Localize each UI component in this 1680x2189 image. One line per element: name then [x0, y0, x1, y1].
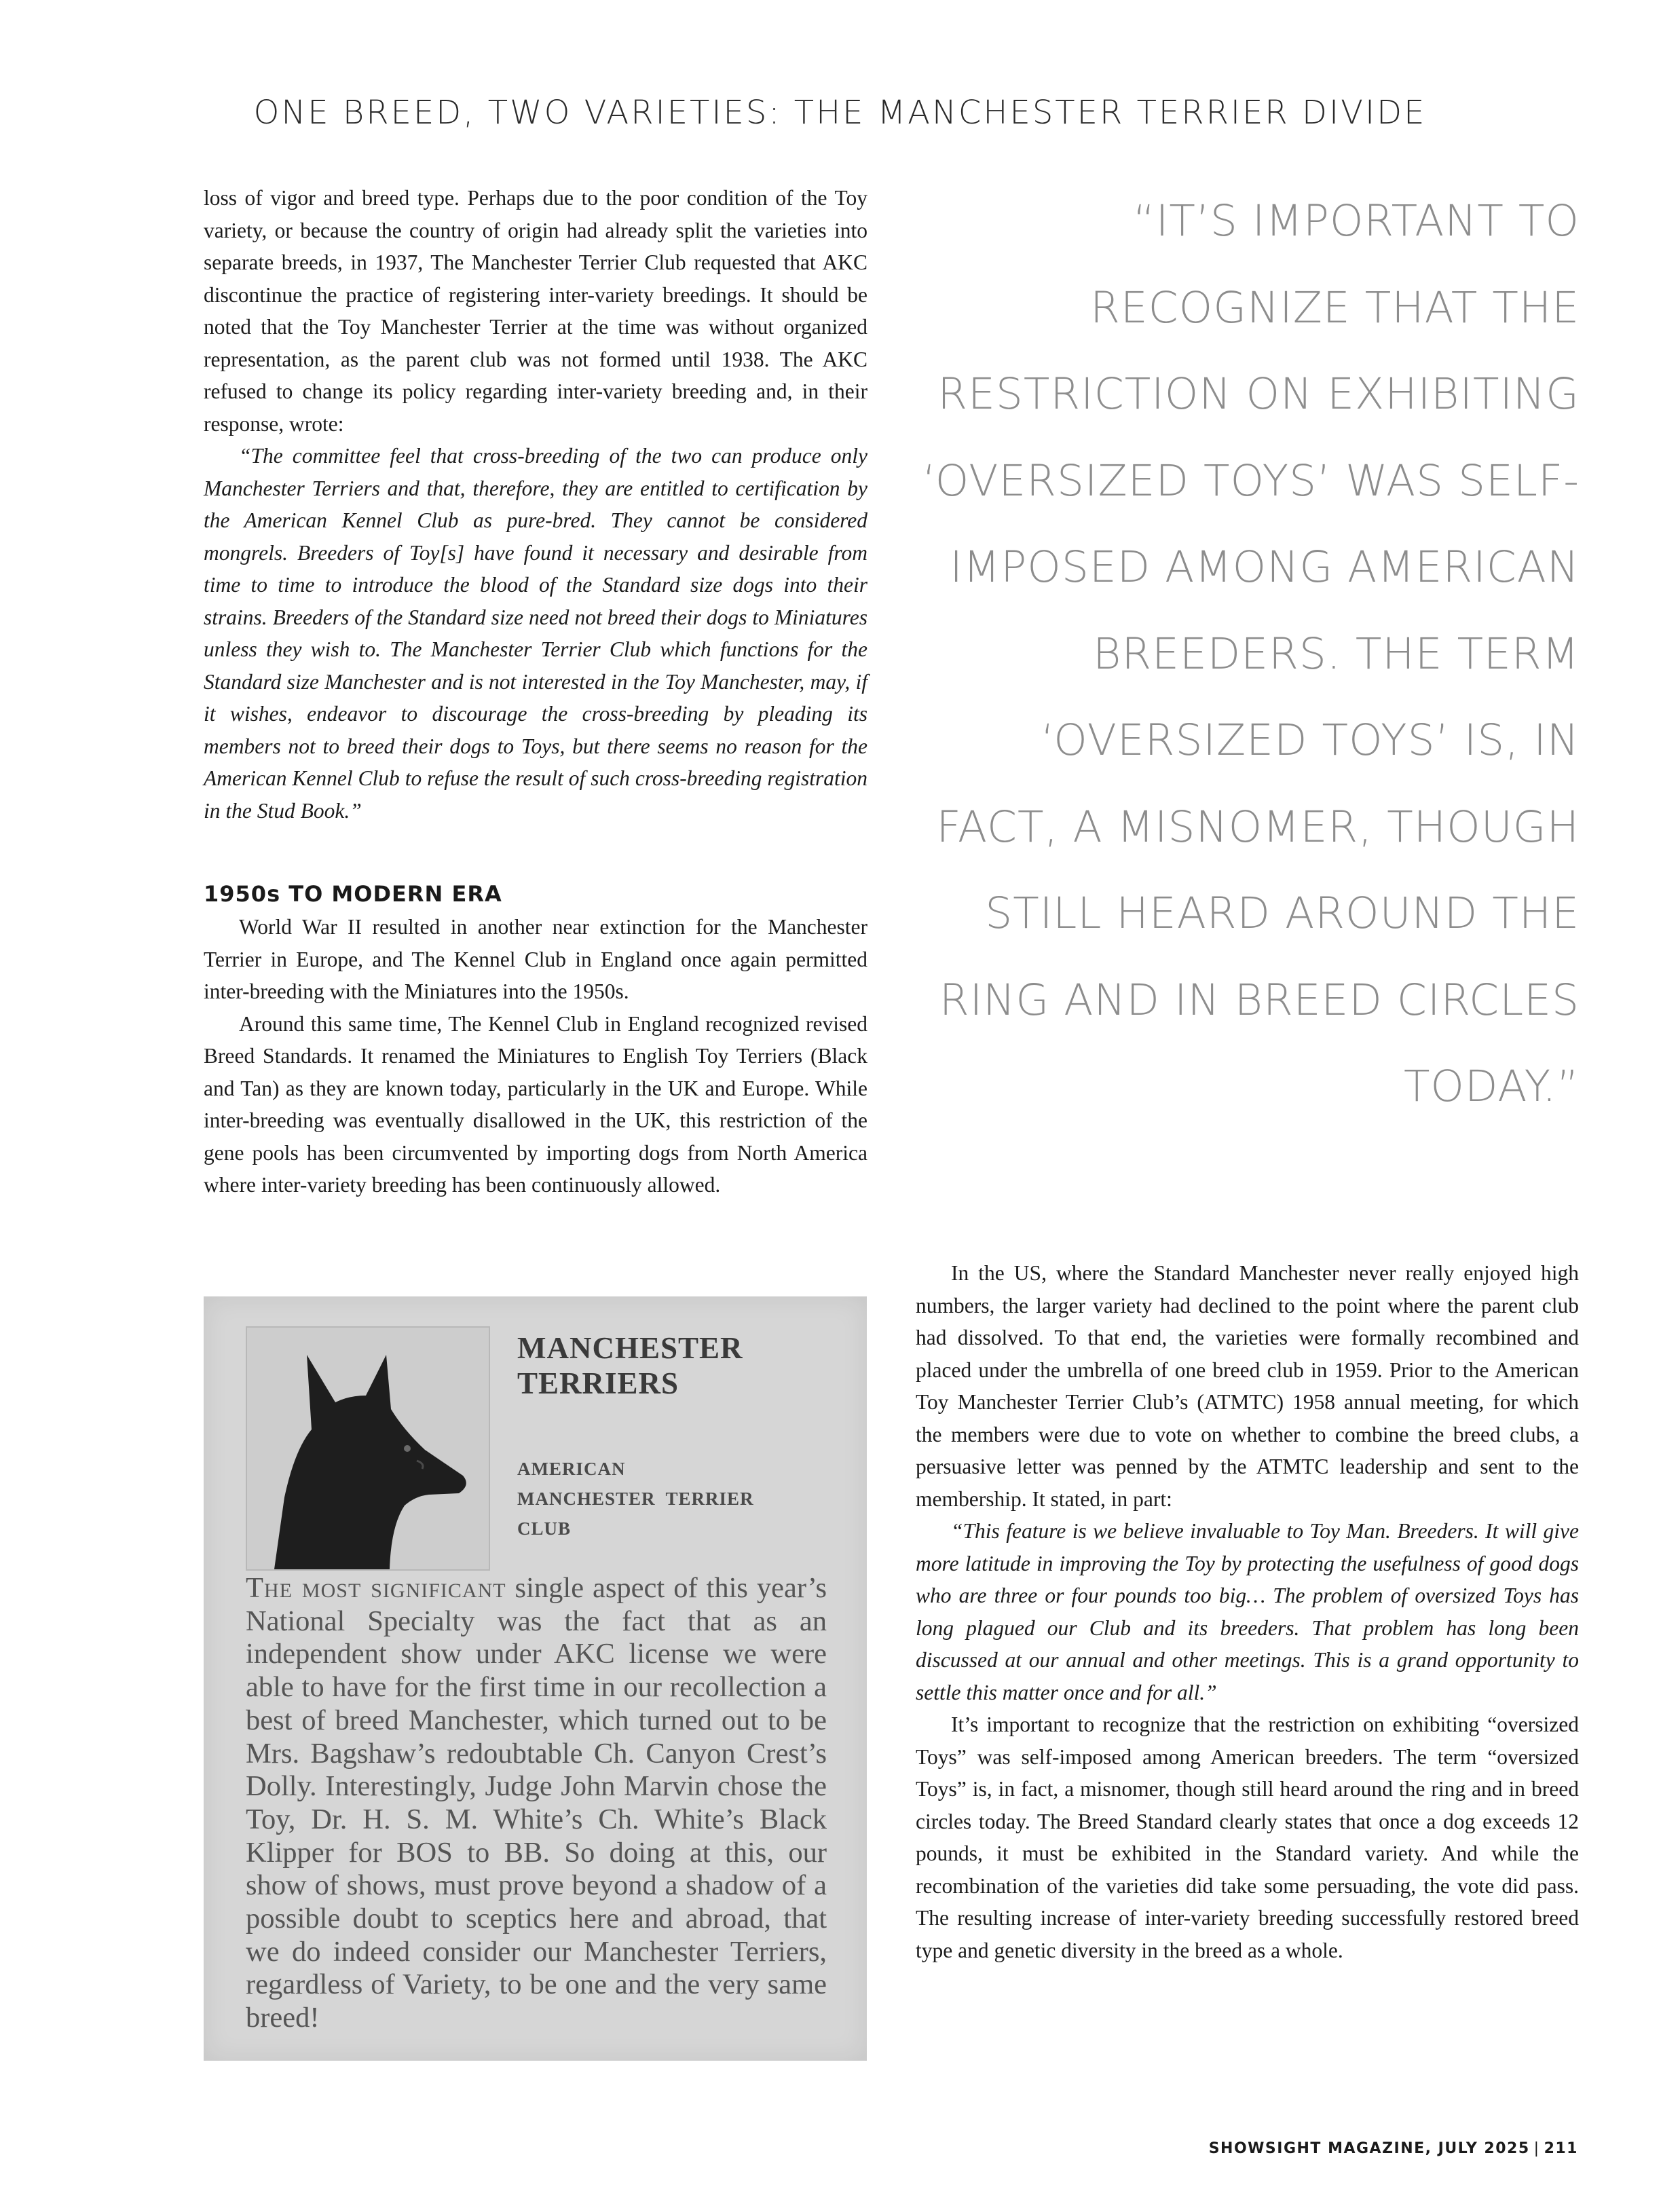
- publication-name: SHOWSIGHT MAGAZINE, JULY 2025: [1208, 2140, 1530, 2157]
- pull-quote: “IT’S IMPORTANT TO RECOGNIZE THAT THE RESTRICTION ON EXHIBITING ‘OVERSIZED TOYS’ WAS SELF-IMPOSED AMONG AMERICAN BREEDERS. THE TERM ‘OVERSIZED TOYS’ IS, IN FACT, A MISNOMER, THOUGH STILL HEARD AROUND THE RING AND IN BREED CIRCLES TODAY.”: [922, 196, 1580, 1111]
- body-paragraph: loss of vigor and breed type. Perhaps due to the poor condition of the Toy variety, or because the country of origin had already split the varieties into separate breeds, in 1937, The Manchester Terrier Club requested that AKC discontinue the practice of registering inter-variety breedings. It should be noted that the Toy Manchester Terrier at the time was without organized representation, as the parent club was not formed until 1938. The AKC refused to change its policy regarding inter-variety breeding and, in their response, wrote:: [204, 186, 867, 436]
- right-column: [916, 1257, 1579, 1966]
- page-footer: [1209, 2140, 1578, 2157]
- akc-response-quote: “The committee feel that cross-breeding of the two can produce only Manchester Terriers and that, therefore, they are entitled to certification by the American Kennel Club as pure-bred. They cannot be considered mongrels. Breeders of Toy[s] have found it necessary and desirable from time to time to introduce the blood of the Standard size dogs into their strains. Breeders of the Standard size need not breed their dogs to Miniatures unless they wish to. The Manchester Terrier Club which functions for the Standard size Manchester and is not interested in the Toy Manchester, may, if it wishes, endeavor to discourage the cross-breeding by pleading its members not to breed their dogs to Toys, but there seems no reason for the American Kennel Club to refuse the result of such cross-breeding registration in the Stud Book.”: [204, 444, 867, 823]
- newspaper-clipping-image: [204, 1296, 867, 2061]
- clipping-title: MANCHESTER TERRIERS: [517, 1331, 743, 1400]
- left-column-bottom: [204, 911, 867, 1201]
- dog-photo: [246, 1326, 490, 1571]
- footer-separator: |: [1533, 2140, 1540, 2157]
- page-number: 211: [1544, 2140, 1578, 2157]
- manchester-terrier-silhouette-icon: [247, 1328, 489, 1569]
- clipping-body-text: The most significant single aspect of this year’s National Specialty was the fact that as an independent show under AKC license we were able to have for the first time in our recollection a best of breed Manchester, which turned out to be Mrs. Bagshaw’s redoubtable Ch. Canyon Crest’s Dolly. Interestingly, Judge John Marvin chose the Toy, Dr. H. S. M. White’s Ch. White’s Black Klipper for BOS to BB. So doing at this, our show of shows, must prove beyond a shadow of a possible doubt to sceptics here and abroad, that we do indeed consider our Manchester Terriers, regardless of Variety, to be one and the very same breed!: [246, 1572, 827, 2034]
- clipping-club-name: AMERICAN MANCHESTER TERRIER CLUB: [517, 1459, 754, 1539]
- section-heading: 1950s TO MODERN ERA: [204, 881, 502, 907]
- body-paragraph: It’s important to recognize that the restriction on exhibiting “oversized Toys” was self-imposed among American breeders. The term “oversized Toys” is, in fact, a misnomer, though still heard around the ring and in breed circles today. The Breed Standard clearly states that once a dog exceeds 12 pounds, it must be exhibited in the Standard variety. And while the recombination of the varieties did take some persuading, the vote did pass. The resulting increase of inter-variety breeding successfully restored breed type and genetic diversity in the breed as a whole.: [916, 1713, 1579, 1962]
- atmtc-letter-quote: “This feature is we believe invaluable to Toy Man. Breeders. It will give more latitude in improving the Toy by protecting the usefulness of good dogs who are three or four pounds too big… The problem of oversized Toys has long plagued our Club and its breeders. That problem has long been discussed at our annual and other meetings. This is a grand opportunity to settle this matter once and for all.”: [916, 1519, 1579, 1704]
- body-paragraph: World War II resulted in another near extinction for the Manchester Terrier in Europe, and The Kennel Club in England once again permitted inter-breeding with the Miniatures into the 1950s.: [204, 915, 867, 1003]
- left-column-top: [204, 182, 867, 827]
- body-paragraph: Around this same time, The Kennel Club in England recognized revised Breed Standards. It renamed the Miniatures to English Toy Terriers (Black and Tan) as they are known today, particularly in the UK and Europe. While inter-breeding was eventually disallowed in the UK, this restriction of the gene pools has been circumvented by importing dogs from North America where inter-variety breeding has been continuously allowed.: [204, 1011, 867, 1197]
- clipping-lead-in: The most significant: [246, 1572, 506, 1604]
- body-paragraph: In the US, where the Standard Manchester never really enjoyed high numbers, the larger variety had declined to the point where the parent club had dissolved. To that end, the varieties were formally recombined and placed under the umbrella of one breed club in 1959. Prior to the American Toy Manchester Terrier Club’s (ATMTC) 1958 annual meeting, for which the members were due to vote on whether to combine the breed clubs, a persuasive letter was penned by the ATMTC leadership and sent to the membership. It stated, in part:: [916, 1261, 1579, 1511]
- page-header-title: ONE BREED, TWO VARIETIES: THE MANCHESTER TERRIER DIVIDE: [253, 94, 1427, 132]
